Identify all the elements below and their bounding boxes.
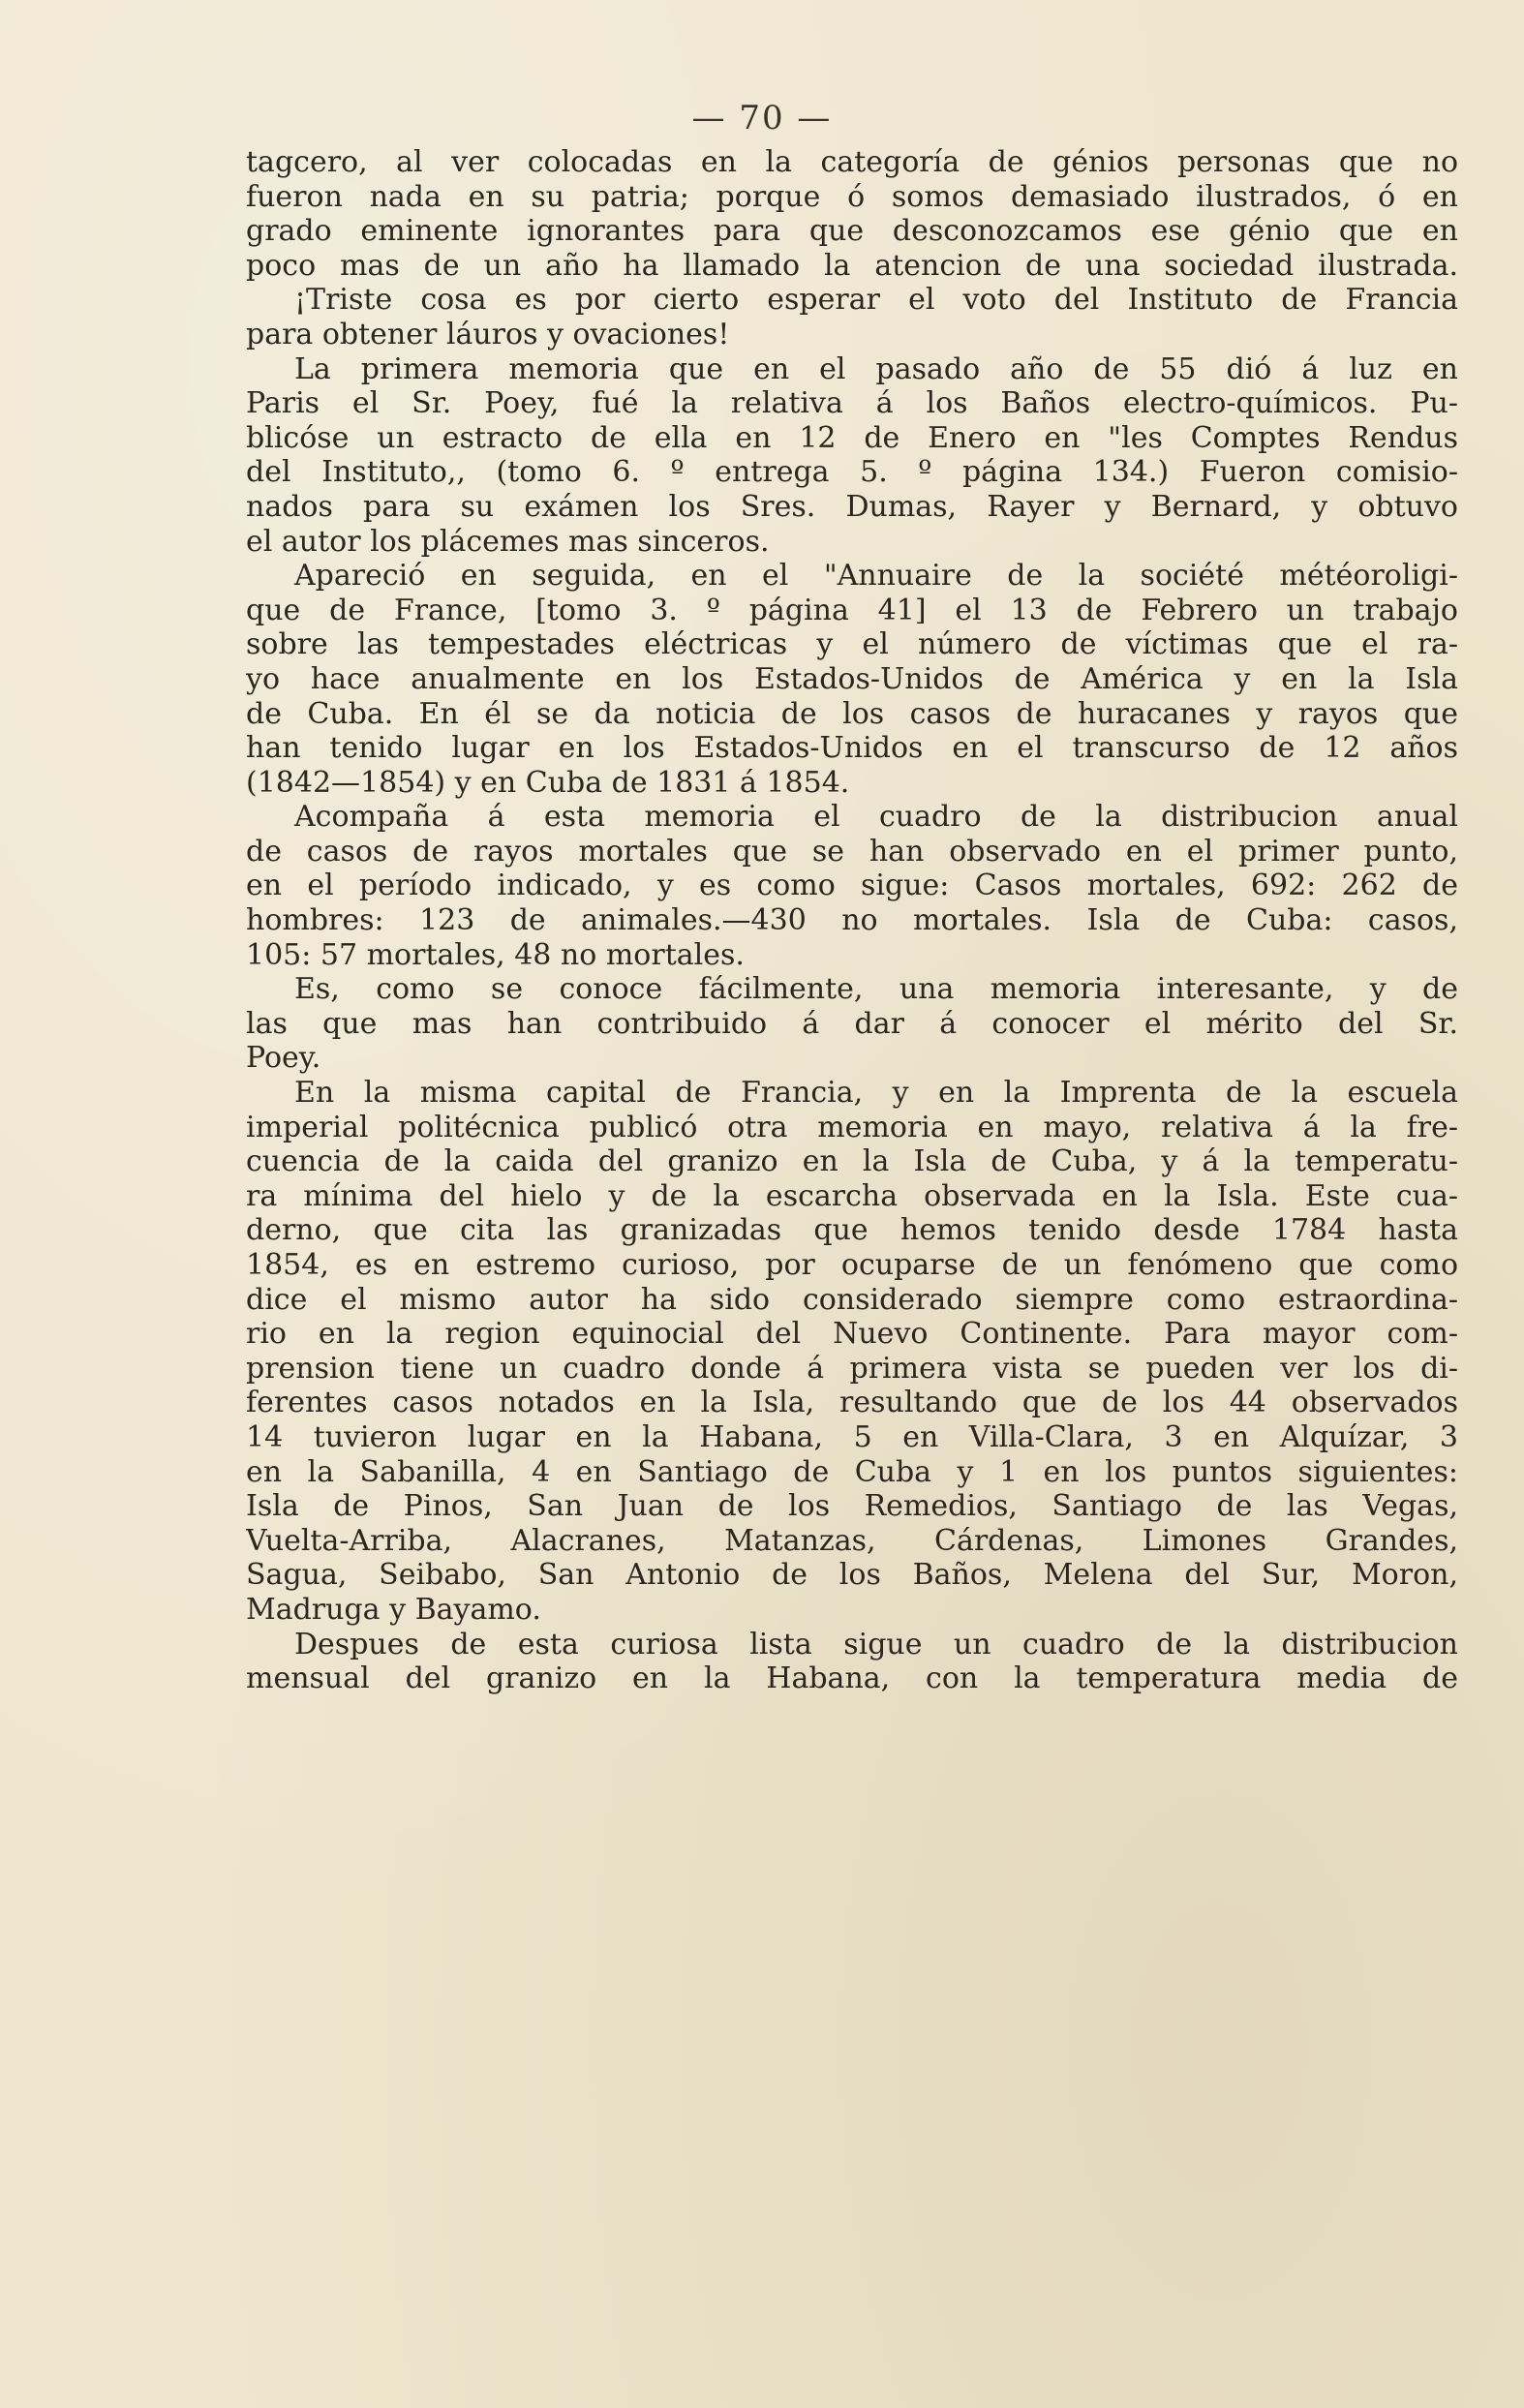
paragraph-start-line: Apareció en seguida, en el "Annuaire de la société météoroligi- (294, 559, 1458, 594)
text-line: hombres: 123 de animales.—430 no mortales. Isla de Cuba: casos, (246, 903, 1458, 938)
paragraph-start-line: Es, como se conoce fácilmente, una memoria interesante, y de (294, 972, 1458, 1007)
body-text (246, 145, 1458, 1696)
text-line: Paris el Sr. Poey, fué la relativa á los Baños electro-químicos. Pu- (246, 386, 1458, 421)
text-line: poco mas de un año ha llamado la atencion de una sociedad ilustrada. (246, 248, 1458, 283)
text-line: del Instituto,, (tomo 6. º entrega 5. º página 134.) Fueron comisio- (246, 455, 1458, 490)
text-line: ferentes casos notados en la Isla, resultando que de los 44 observados (246, 1386, 1458, 1420)
text-line: rio en la region equinocial del Nuevo Continente. Para mayor com- (246, 1317, 1458, 1352)
text-line: fueron nada en su patria; porque ó somos demasiado ilustrados, ó en (246, 179, 1458, 214)
paragraph-start-line: En la misma capital de Francia, y en la Imprenta de la escuela (294, 1076, 1458, 1111)
paragraph-end-line: (1842—1854) y en Cuba de 1831 á 1854. (246, 765, 850, 800)
text-line: dice el mismo autor ha sido considerado siempre como estraordina- (246, 1282, 1458, 1317)
paragraph-end-line: para obtener láuros y ovaciones! (246, 317, 730, 351)
text-line: 1854, es en estremo curioso, por ocuparse de un fenómeno que como (246, 1248, 1458, 1282)
text-line: de Cuba. En él se da noticia de los casos de huracanes y rayos que (246, 696, 1458, 731)
paragraph-start-line: La primera memoria que en el pasado año de 55 dió á luz en (294, 351, 1458, 386)
text-line: Isla de Pinos, San Juan de los Remedios, Santiago de las Vegas, (246, 1489, 1458, 1524)
paragraph-end-line: Poey. (246, 1041, 321, 1076)
text-line: nados para su exámen los Sres. Dumas, Rayer y Bernard, y obtuvo (246, 489, 1458, 524)
paragraph-end-line: 105: 57 mortales, 48 no mortales. (246, 937, 745, 972)
text-line: ra mínima del hielo y de la escarcha observada en la Isla. Este cua- (246, 1178, 1458, 1213)
text-line: derno, que cita las granizadas que hemos tenido desde 1784 hasta (246, 1213, 1458, 1248)
text-line: en el período indicado, y es como sigue: Casos mortales, 692: 262 de (246, 869, 1458, 903)
text-line: yo hace anualmente en los Estados-Unidos de América y en la Isla (246, 661, 1458, 696)
text-line: Sagua, Seibabo, San Antonio de los Baños, Melena del Sur, Moron, (246, 1558, 1458, 1593)
text-line: imperial politécnica publicó otra memoria en mayo, relativa á la fre- (246, 1110, 1458, 1144)
text-line: prension tiene un cuadro donde á primera vista se pueden ver los di- (246, 1351, 1458, 1386)
text-line: de casos de rayos mortales que se han observado en el primer punto, (246, 834, 1458, 869)
text-line: tagcero, al ver colocadas en la categoría de génios personas que no (246, 145, 1458, 179)
paragraph-end-line: Madruga y Bayamo. (246, 1592, 541, 1627)
text-line: Vuelta-Arriba, Alacranes, Matanzas, Cárdenas, Limones Grandes, (246, 1523, 1458, 1558)
text-line: 14 tuvieron lugar en la Habana, 5 en Villa-Clara, 3 en Alquízar, 3 (246, 1419, 1458, 1454)
page-number: — 70 — (691, 99, 833, 137)
text-line: que de France, [tomo 3. º página 41] el 13 de Febrero un trabajo (246, 593, 1458, 627)
paragraph-end-line: el autor los plácemes mas sinceros. (246, 524, 770, 559)
text-line: en la Sabanilla, 4 en Santiago de Cuba y 1 en los puntos siguientes: (246, 1454, 1458, 1489)
text-line: mensual del granizo en la Habana, con la temperatura media de (246, 1661, 1458, 1696)
text-line: grado eminente ignorantes para que desconozcamos ese génio que en (246, 214, 1458, 249)
paragraph-start-line: ¡Triste cosa es por cierto esperar el voto del Instituto de Francia (294, 283, 1458, 318)
paragraph-start-line: Acompaña á esta memoria el cuadro de la distribucion anual (294, 800, 1458, 835)
text-line: sobre las tempestades eléctricas y el número de víctimas que el ra- (246, 627, 1458, 662)
text-line: cuencia de la caida del granizo en la Isla de Cuba, y á la temperatu- (246, 1144, 1458, 1179)
text-line: blicóse un estracto de ella en 12 de Enero en "les Comptes Rendus (246, 420, 1458, 455)
paragraph-start-line: Despues de esta curiosa lista sigue un cuadro de la distribucion (294, 1627, 1458, 1661)
text-line: las que mas han contribuido á dar á conocer el mérito del Sr. (246, 1006, 1458, 1041)
text-line: han tenido lugar en los Estados-Unidos en el transcurso de 12 años (246, 731, 1458, 766)
